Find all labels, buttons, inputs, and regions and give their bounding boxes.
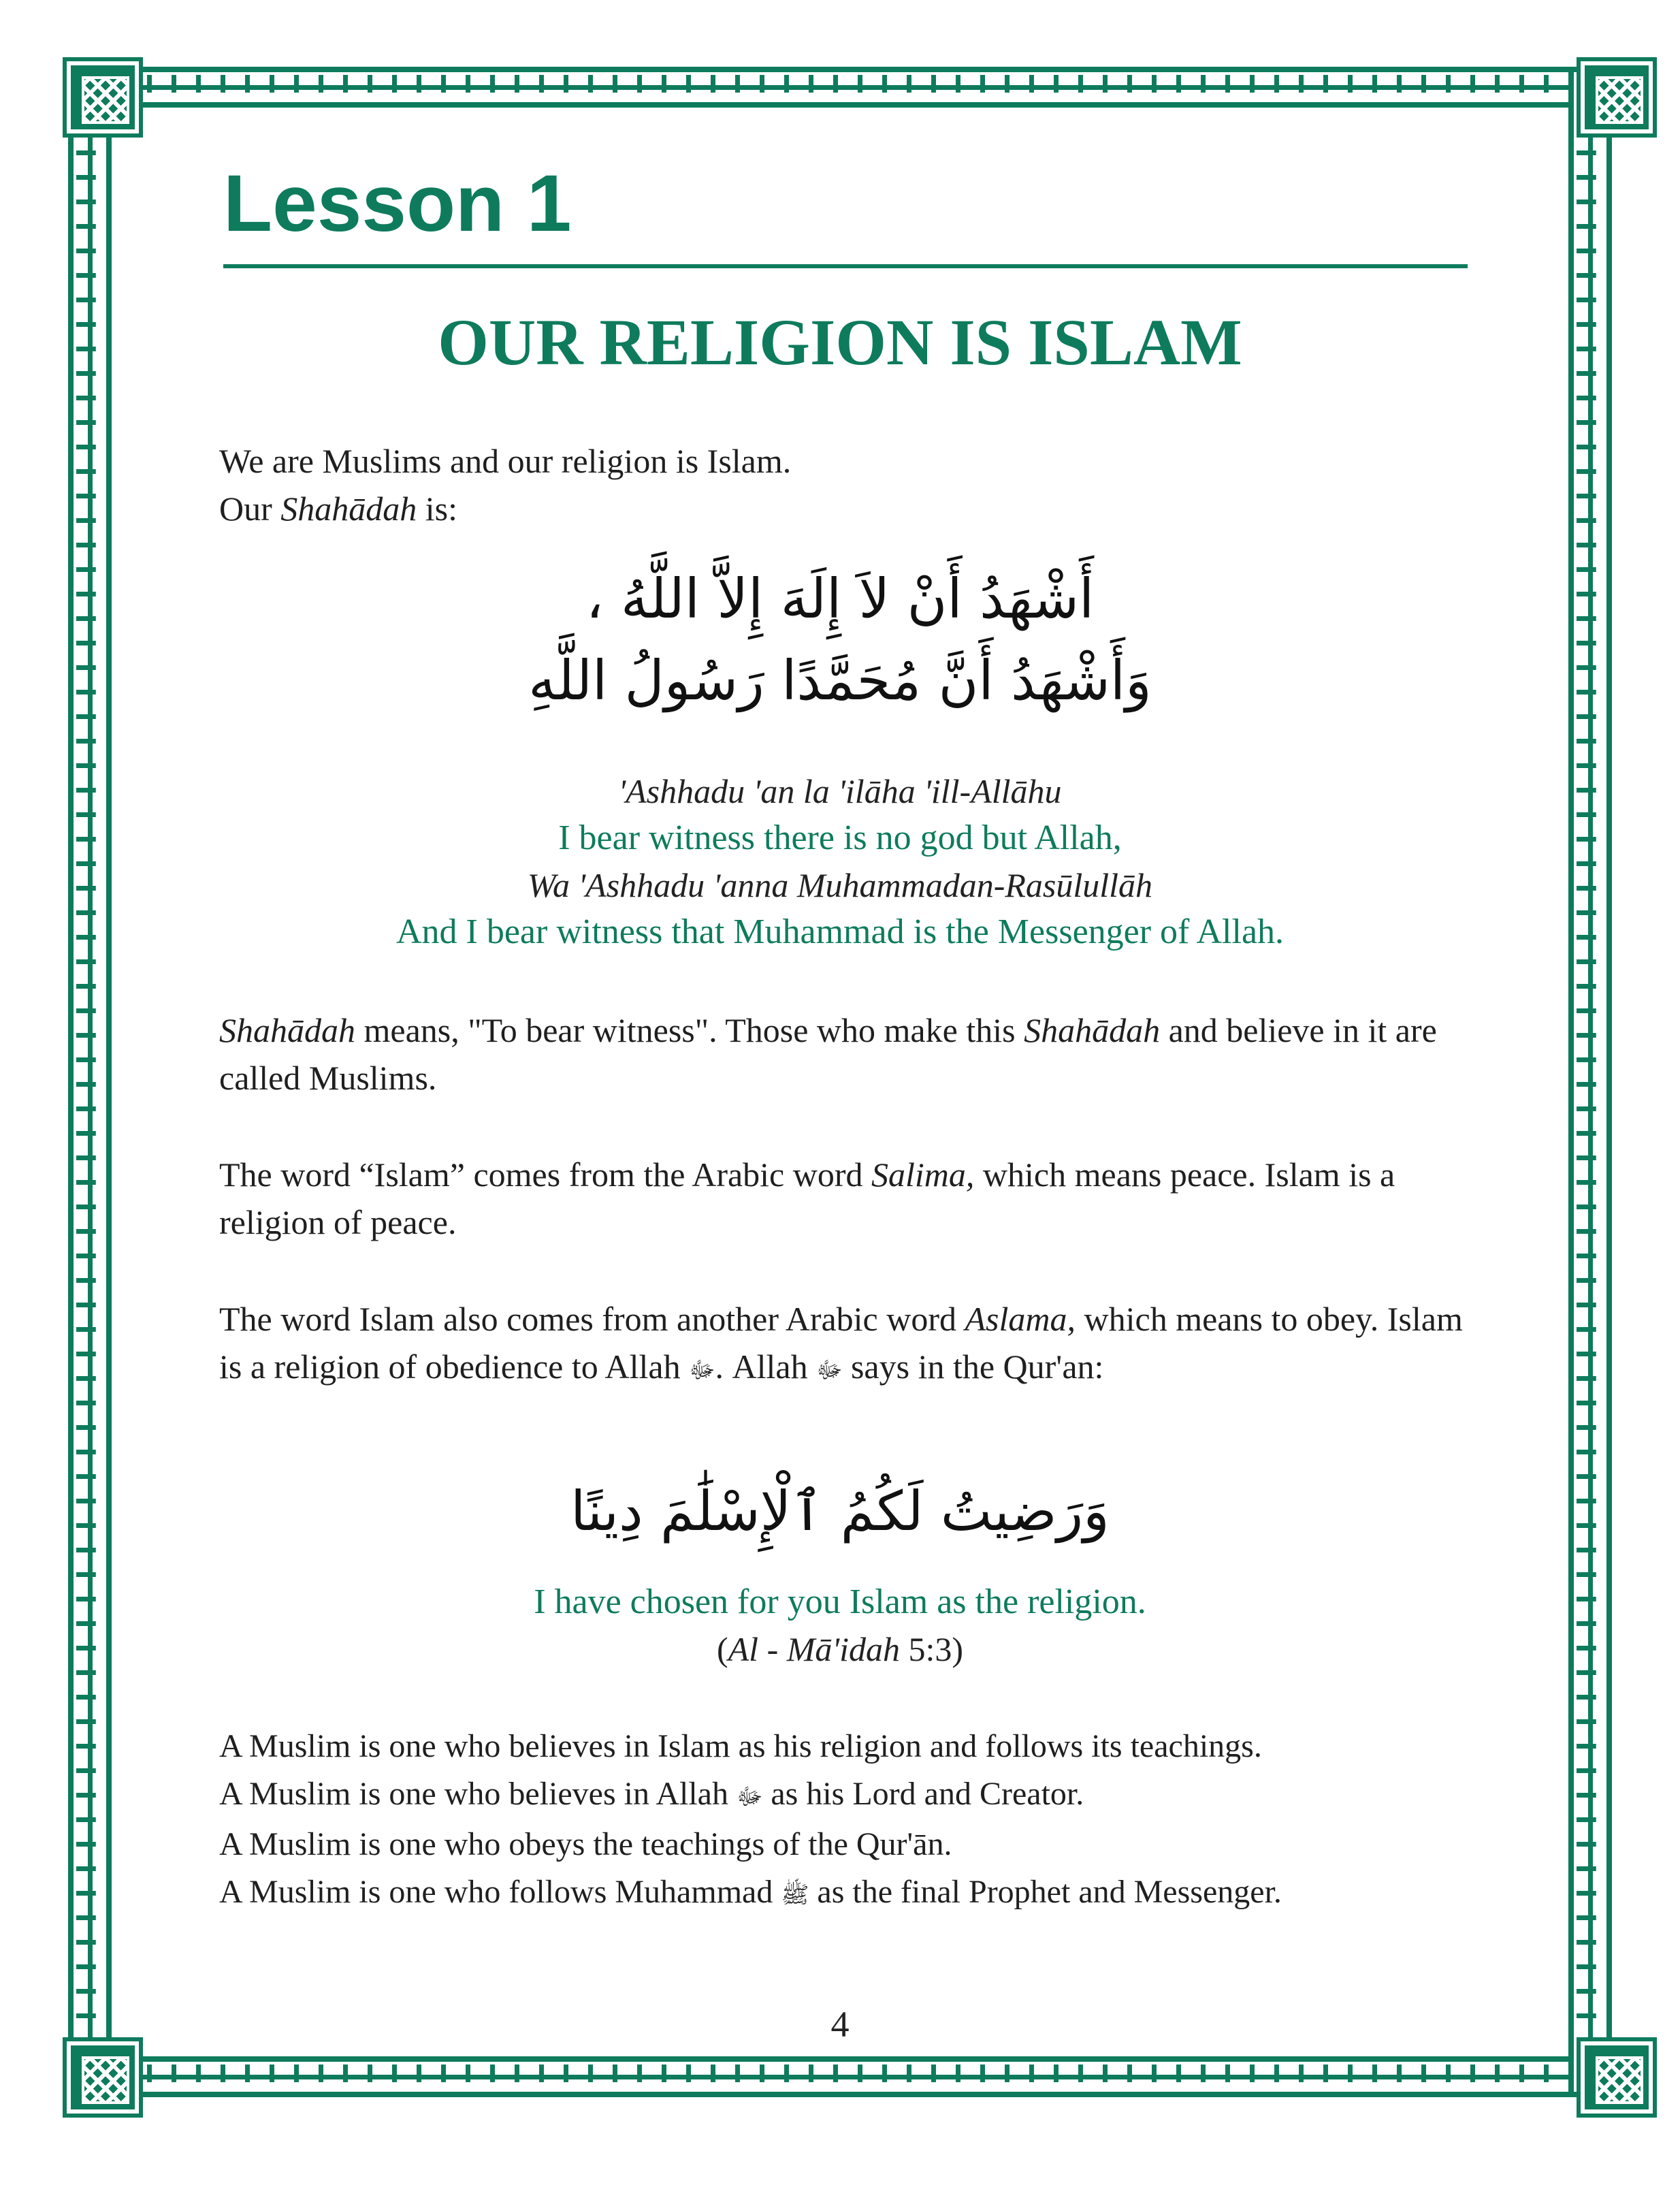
salima-term: Salima, bbox=[871, 1155, 975, 1194]
paragraph-text: and believe in it are called Muslims. bbox=[219, 1011, 1437, 1097]
paragraph-text: which means peace. Islam is a religion of peace. bbox=[219, 1155, 1395, 1241]
lesson-heading: Lesson 1 bbox=[223, 159, 572, 249]
shahadah-term: Shahādah bbox=[1024, 1011, 1161, 1049]
salima-paragraph bbox=[219, 1151, 1485, 1246]
page-title: OUR RELIGION IS ISLAM bbox=[438, 306, 1242, 379]
paragraph-text: means, "To bear witness". Those who make this bbox=[355, 1011, 1024, 1049]
greek-key-border-bottom bbox=[68, 2056, 1612, 2097]
corner-ornament-icon bbox=[63, 2037, 143, 2118]
corner-ornament-icon bbox=[63, 57, 143, 138]
allah-honorific-icon: ﷻ bbox=[736, 1783, 763, 1811]
aslama-paragraph bbox=[219, 1295, 1485, 1394]
paragraph-text: The word “Islam” comes from the Arabic word bbox=[219, 1155, 872, 1194]
title-divider bbox=[223, 264, 1468, 268]
quran-meaning: I have chosen for you Islam as the religion. bbox=[534, 1582, 1146, 1621]
shahadah-arabic bbox=[0, 558, 1680, 722]
reference-paren: ( bbox=[716, 1630, 728, 1668]
meaning-line-1: I bear witness there is no god but Allah, bbox=[558, 818, 1122, 857]
aslama-term: Aslama, bbox=[965, 1300, 1076, 1338]
quran-verse-arabic: وَرَضِيتُ لَكُمُ ٱلْإِسْلَٰمَ دِينًا bbox=[570, 1480, 1110, 1543]
muslim-definitions bbox=[219, 1723, 1485, 1919]
translit-line-1: 'Ashhadu 'an la 'ilāha 'ill-Allāhu bbox=[618, 772, 1062, 810]
translit-line-2: Wa 'Ashhadu 'anna Muhammadan-Rasūlullāh bbox=[527, 866, 1153, 904]
verse-number: 5:3) bbox=[899, 1630, 964, 1668]
intro-line-2-prefix: Our bbox=[219, 490, 281, 528]
shahadah-term: Shahādah bbox=[219, 1011, 355, 1049]
surah-name: Al - Mā'idah bbox=[728, 1630, 900, 1668]
paragraph-text: . Allah bbox=[715, 1348, 817, 1386]
paragraph-text: says in the Qur'an: bbox=[842, 1348, 1104, 1386]
greek-key-border-top bbox=[68, 67, 1612, 108]
corner-ornament-icon bbox=[1577, 57, 1657, 138]
intro-line-2-suffix: is: bbox=[417, 490, 458, 528]
shahadah-meaning-paragraph bbox=[219, 1006, 1485, 1102]
definition-line bbox=[219, 1770, 1485, 1821]
meaning-line-2: And I bear witness that Muhammad is the Messenger of Allah. bbox=[395, 912, 1285, 951]
definition-line: A Muslim is one who obeys the teachings of the Qur'ān. bbox=[219, 1826, 952, 1862]
definition-text: as his Lord and Creator. bbox=[762, 1776, 1084, 1812]
quran-verse-translation bbox=[0, 1578, 1680, 1672]
prophet-honorific-icon: ﷺ bbox=[781, 1881, 809, 1909]
definition-line bbox=[219, 1868, 1485, 1919]
definition-line: A Muslim is one who believes in Islam as his religion and follows its teachings. bbox=[219, 1728, 1262, 1764]
shahadah-arabic-line-1: أَشْهَدُ أَنْ لاَ إِلَهَ إِلاَّ اللَّهُ ، bbox=[585, 567, 1095, 631]
intro-line-1: We are Muslims and our religion is Islam. bbox=[219, 442, 792, 480]
allah-honorific-icon: ﷻ bbox=[816, 1356, 843, 1384]
shahadah-translation bbox=[0, 768, 1680, 956]
paragraph-text: The word Islam also comes from another Arabic word bbox=[219, 1300, 965, 1338]
allah-honorific-icon: ﷻ bbox=[689, 1356, 715, 1384]
definition-text: A Muslim is one who believes in Allah bbox=[219, 1776, 737, 1812]
corner-ornament-icon bbox=[1577, 2037, 1657, 2118]
intro-paragraph bbox=[219, 437, 1485, 532]
quran-reference bbox=[0, 1626, 1680, 1672]
paragraph-text: which means to obey. Islam is a religion of obedience to Allah bbox=[219, 1300, 1463, 1386]
definition-text: as the final Prophet and Messenger. bbox=[809, 1873, 1282, 1910]
page-number: 4 bbox=[830, 2004, 850, 2045]
shahadah-arabic-line-2: وَأَشْهَدُ أَنَّ مُحَمَّدًا رَسُولُ اللَّهِ bbox=[528, 649, 1152, 712]
definition-text: A Muslim is one who follows Muhammad bbox=[219, 1873, 781, 1910]
shahadah-term: Shahādah bbox=[280, 490, 417, 528]
